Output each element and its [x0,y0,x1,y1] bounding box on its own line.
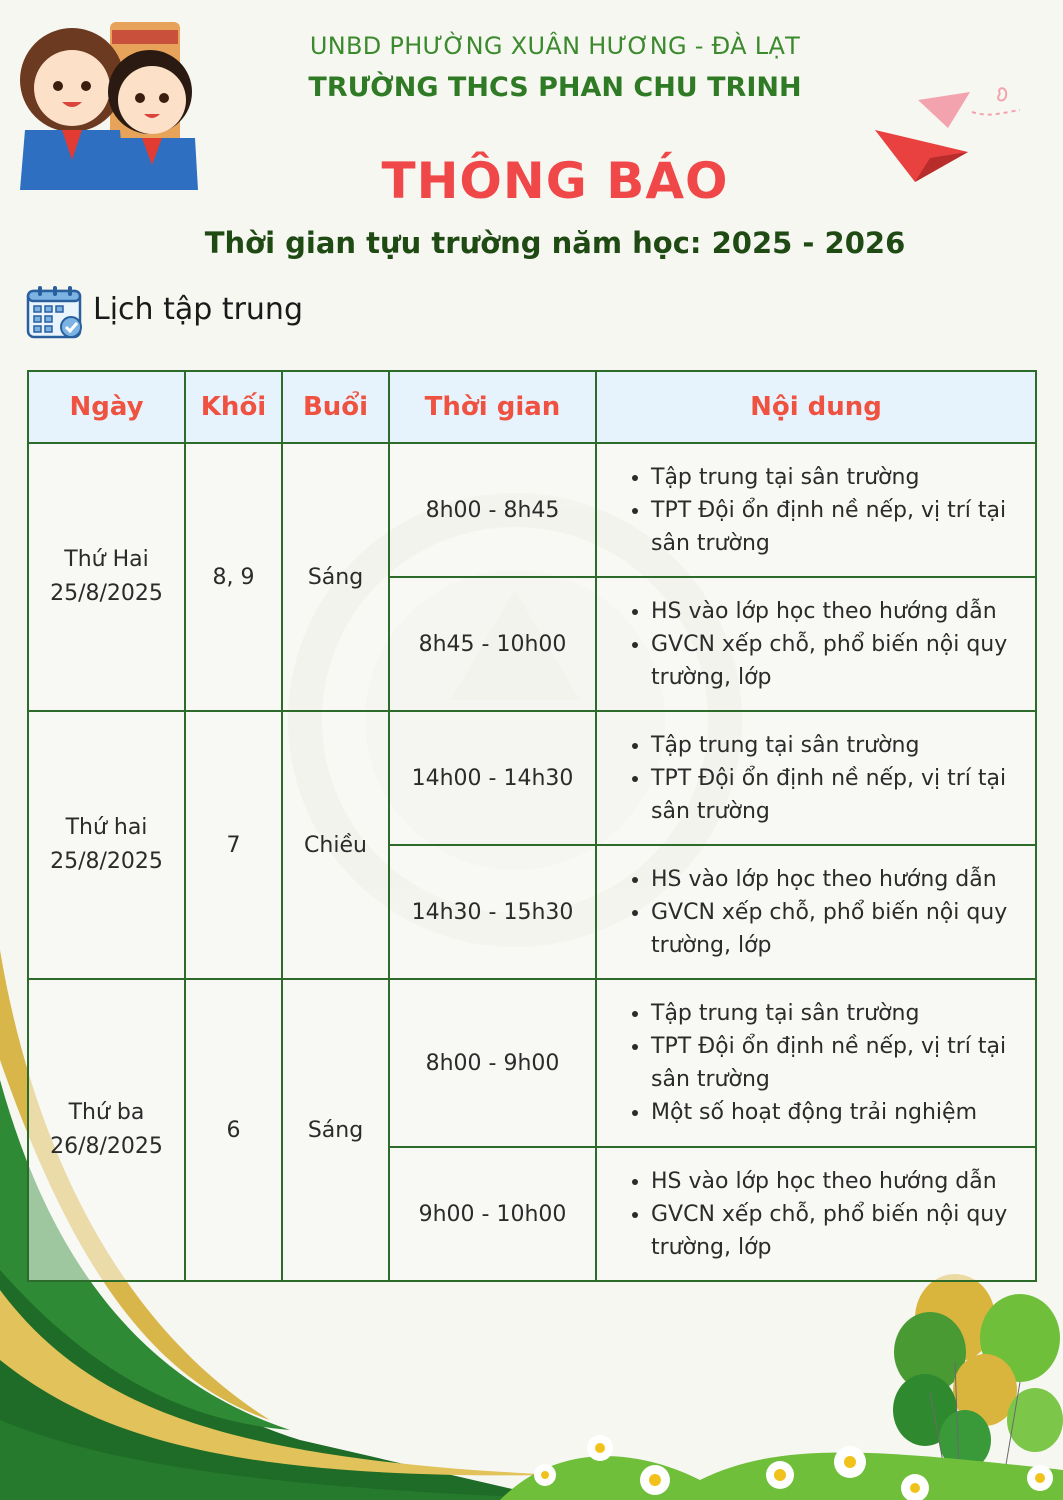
content-item: • TPT Đội ổn định nề nếp, vị trí tại sân trường [651,494,1025,560]
content-item: • Tập trung tại sân trường [651,461,1025,494]
content-cell [596,577,1036,711]
day-label: Thứ hai [65,815,148,840]
content-item: • Một số hoạt động trải nghiệm [651,1096,1025,1129]
table-row [28,711,1036,845]
time-cell: 8h00 - 9h00 [389,979,596,1147]
table-row [28,979,1036,1147]
header-session: Buổi [282,371,389,443]
date-label: 26/8/2025 [50,1134,163,1159]
grade-cell: 8, 9 [185,443,282,711]
time-cell: 14h30 - 15h30 [389,845,596,979]
calendar-icon [25,284,85,340]
session-cell: Sáng [282,443,389,711]
session-cell: Chiều [282,711,389,979]
day-cell [28,443,185,711]
session-cell: Sáng [282,979,389,1281]
students-illustration [20,22,198,190]
date-label: 25/8/2025 [50,849,163,874]
time-cell: 8h45 - 10h00 [389,577,596,711]
content-cell [596,443,1036,577]
day-label: Thứ ba [68,1100,145,1125]
section-title: Lịch tập trung [93,292,303,327]
header-time: Thời gian [389,371,596,443]
day-cell [28,711,185,979]
schedule-table [27,370,1037,1282]
table-header-row [28,371,1036,443]
content-item: • GVCN xếp chỗ, phổ biến nội quy trường, lớp [651,628,1025,694]
school-name: TRƯỜNG THCS PHAN CHU TRINH [308,72,802,103]
content-item: • TPT Đội ổn định nề nếp, vị trí tại sân trường [651,1030,1025,1096]
day-cell [28,979,185,1281]
time-cell: 9h00 - 10h00 [389,1147,596,1281]
time-cell: 8h00 - 8h45 [389,443,596,577]
page-subtitle: Thời gian tựu trường năm học: 2025 - 2026 [204,226,906,260]
header-day: Ngày [28,371,185,443]
content-item: • Tập trung tại sân trường [651,729,1025,762]
date-label: 25/8/2025 [50,581,163,606]
content-item: • GVCN xếp chỗ, phổ biến nội quy trường, lớp [651,1198,1025,1264]
grade-cell: 7 [185,711,282,979]
content-item: • HS vào lớp học theo hướng dẫn [651,863,1025,896]
content-item: • TPT Đội ổn định nề nếp, vị trí tại sân trường [651,762,1025,828]
header-grade: Khối [185,371,282,443]
content-cell [596,711,1036,845]
paper-plane-icon [875,88,1020,182]
content-item: • Tập trung tại sân trường [651,997,1025,1030]
authority-name: UNBD PHƯỜNG XUÂN HƯƠNG - ĐÀ LẠT [309,32,801,60]
table-row [28,443,1036,577]
header-content: Nội dung [596,371,1036,443]
content-item: • HS vào lớp học theo hướng dẫn [651,595,1025,628]
content-cell [596,979,1036,1147]
page-title: THÔNG BÁO [381,152,729,210]
time-cell: 14h00 - 14h30 [389,711,596,845]
grade-cell: 6 [185,979,282,1281]
day-label: Thứ Hai [64,547,149,572]
content-cell [596,1147,1036,1281]
content-item: • HS vào lớp học theo hướng dẫn [651,1165,1025,1198]
content-item: • GVCN xếp chỗ, phổ biến nội quy trường, lớp [651,896,1025,962]
content-cell [596,845,1036,979]
